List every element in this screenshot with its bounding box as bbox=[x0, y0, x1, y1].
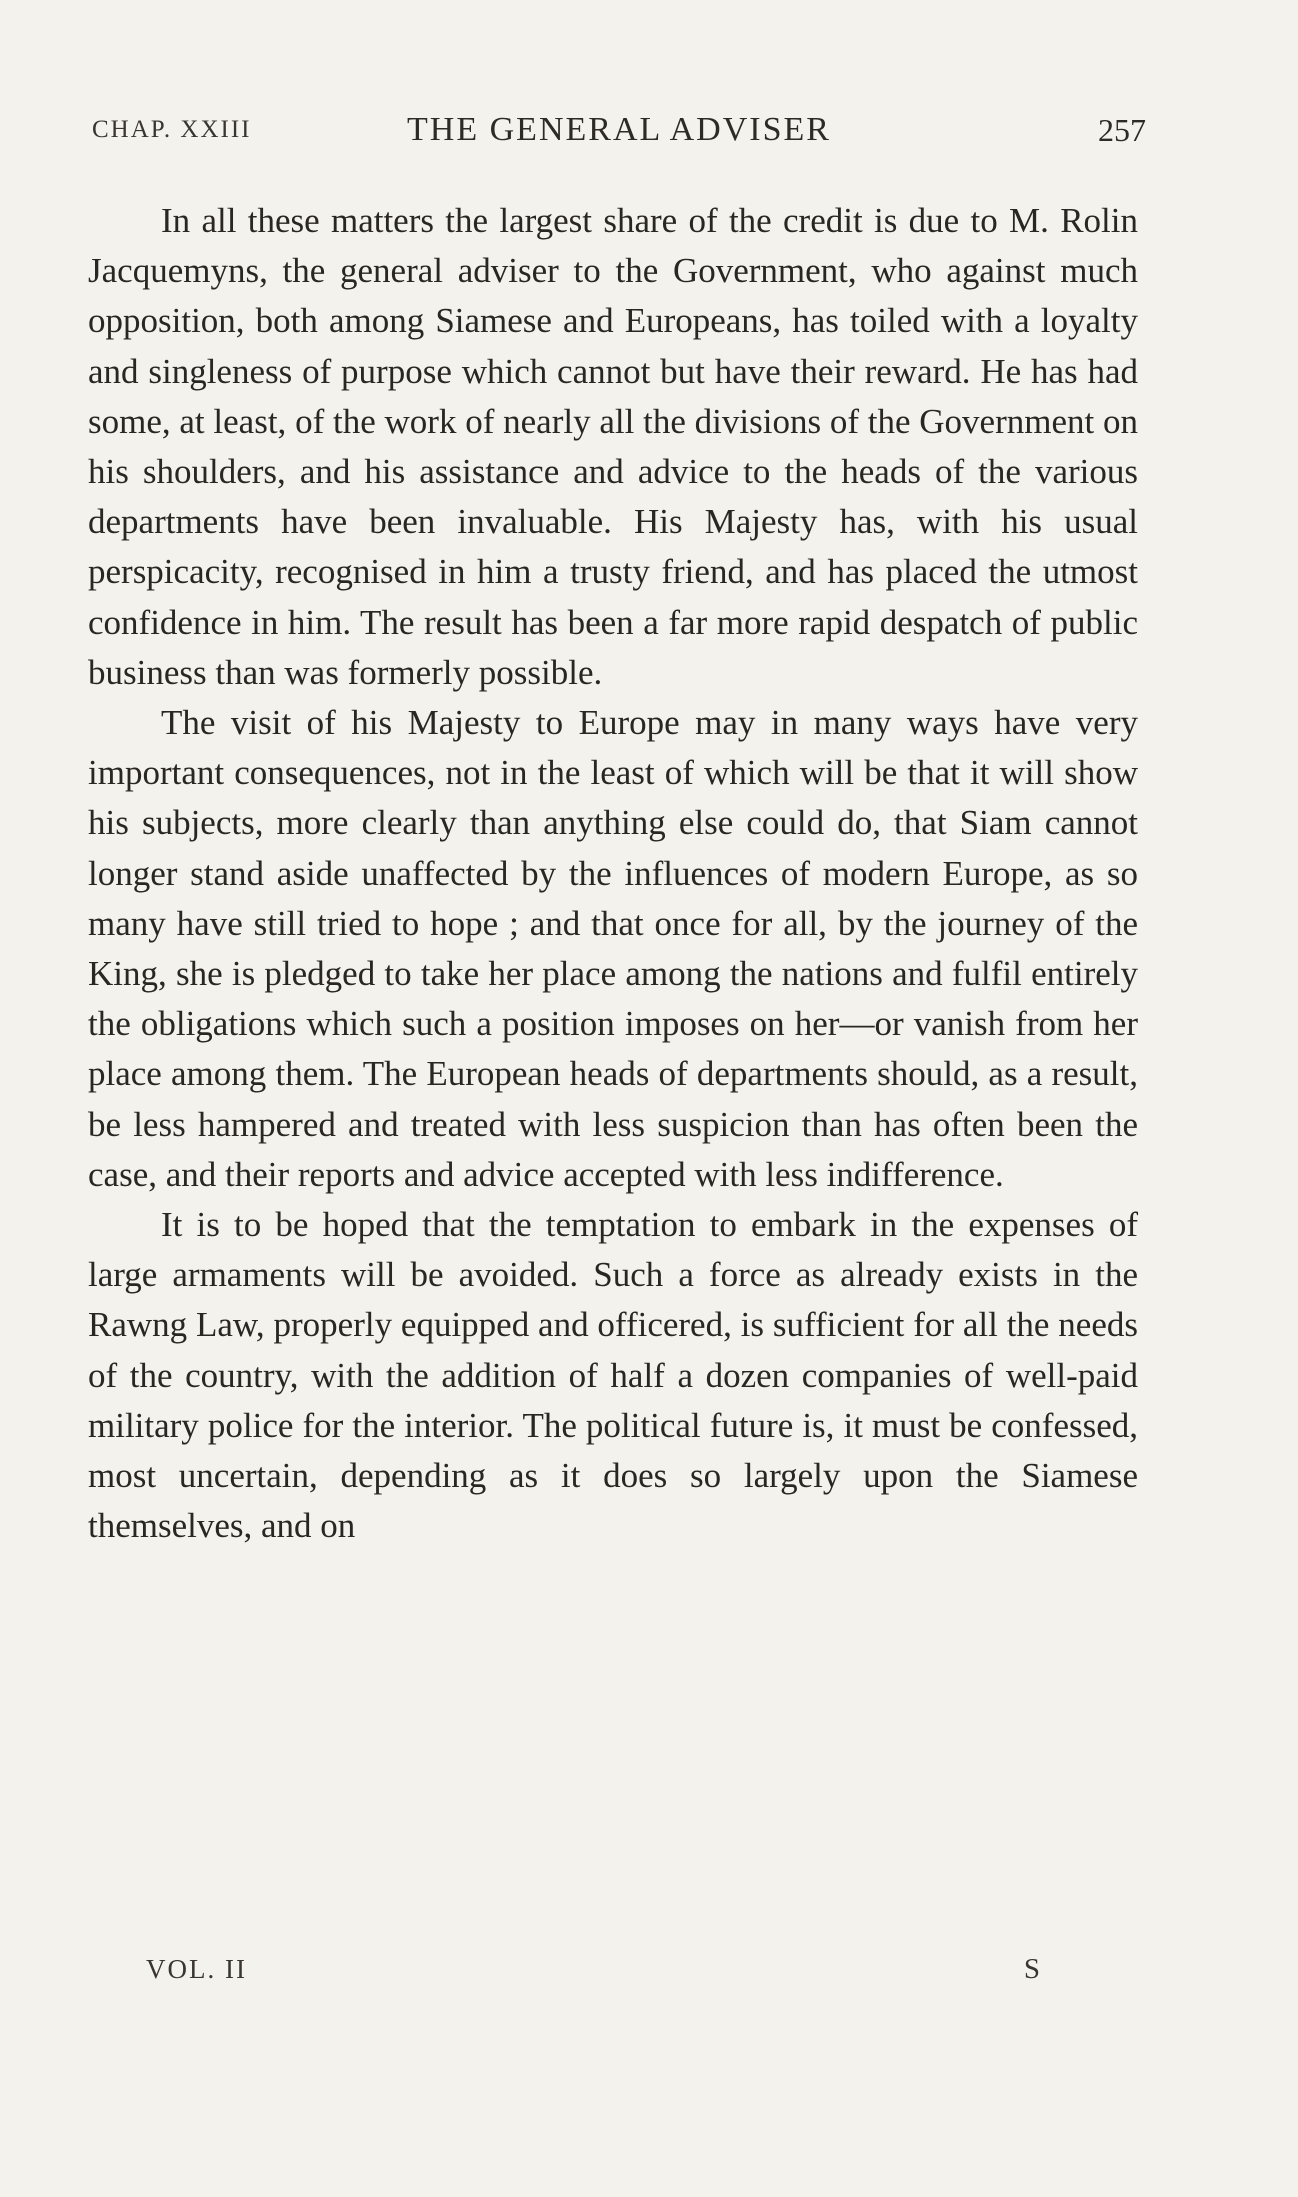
page-number: 257 bbox=[1098, 112, 1146, 148]
paragraph-2: The visit of his Majesty to Europe may in many ways have very important consequences, not in the least of which will be that it will show his subjects, more clearly than anything else could do, that Siam cannot longer stand aside unaffected by the influences of modern Europe, as so many have still tried to hope ; and that once for all, by the journey of the King, she is pledged to take her place among the nations and fulfil entirely the obligations which such a position imposes on her—or vanish from her place among them. The European heads of departments should, as a result, be less hampered and treated with less suspicion than has often been the case, and their reports and advice accepted with less indifference. bbox=[88, 703, 1138, 1194]
page-footer bbox=[146, 1949, 1040, 1989]
signature-mark: S bbox=[1023, 1953, 1040, 1985]
body-text bbox=[88, 196, 1138, 1551]
paragraph-3: It is to be hoped that the temptation to embark in the expenses of large armaments will be avoided. Such a force as already exists in the Rawng Law, properly equipped and officered, is sufficient for all the needs of the country, with the addition of half a dozen companies of well-paid military police for the interior. The political future is, it must be confessed, most uncertain, depending as it does so largely upon the Siamese themselves, and on bbox=[88, 1205, 1138, 1546]
chapter-label: CHAP. XXIII bbox=[92, 116, 252, 143]
paragraph-1: In all these matters the largest share of the credit is due to M. Rolin Jacquemyns, the general adviser to the Government, who against much opposition, both among Siamese and Europeans, has toiled with a loyalty and singleness of purpose which cannot but have their reward. He has had some, at least, of the work of nearly all the divisions of the Government on his shoulders, and his assistance and advice to the heads of the various departments have been invaluable. His Majesty has, with his usual perspicacity, recognised in him a trusty friend, and has placed the utmost confidence in him. The result has been a far more rapid despatch of public business than was formerly possible. bbox=[88, 201, 1138, 692]
page-title: THE GENERAL ADVISER bbox=[407, 111, 831, 148]
running-head bbox=[92, 106, 1146, 154]
volume-label: VOL. II bbox=[146, 1954, 247, 1984]
